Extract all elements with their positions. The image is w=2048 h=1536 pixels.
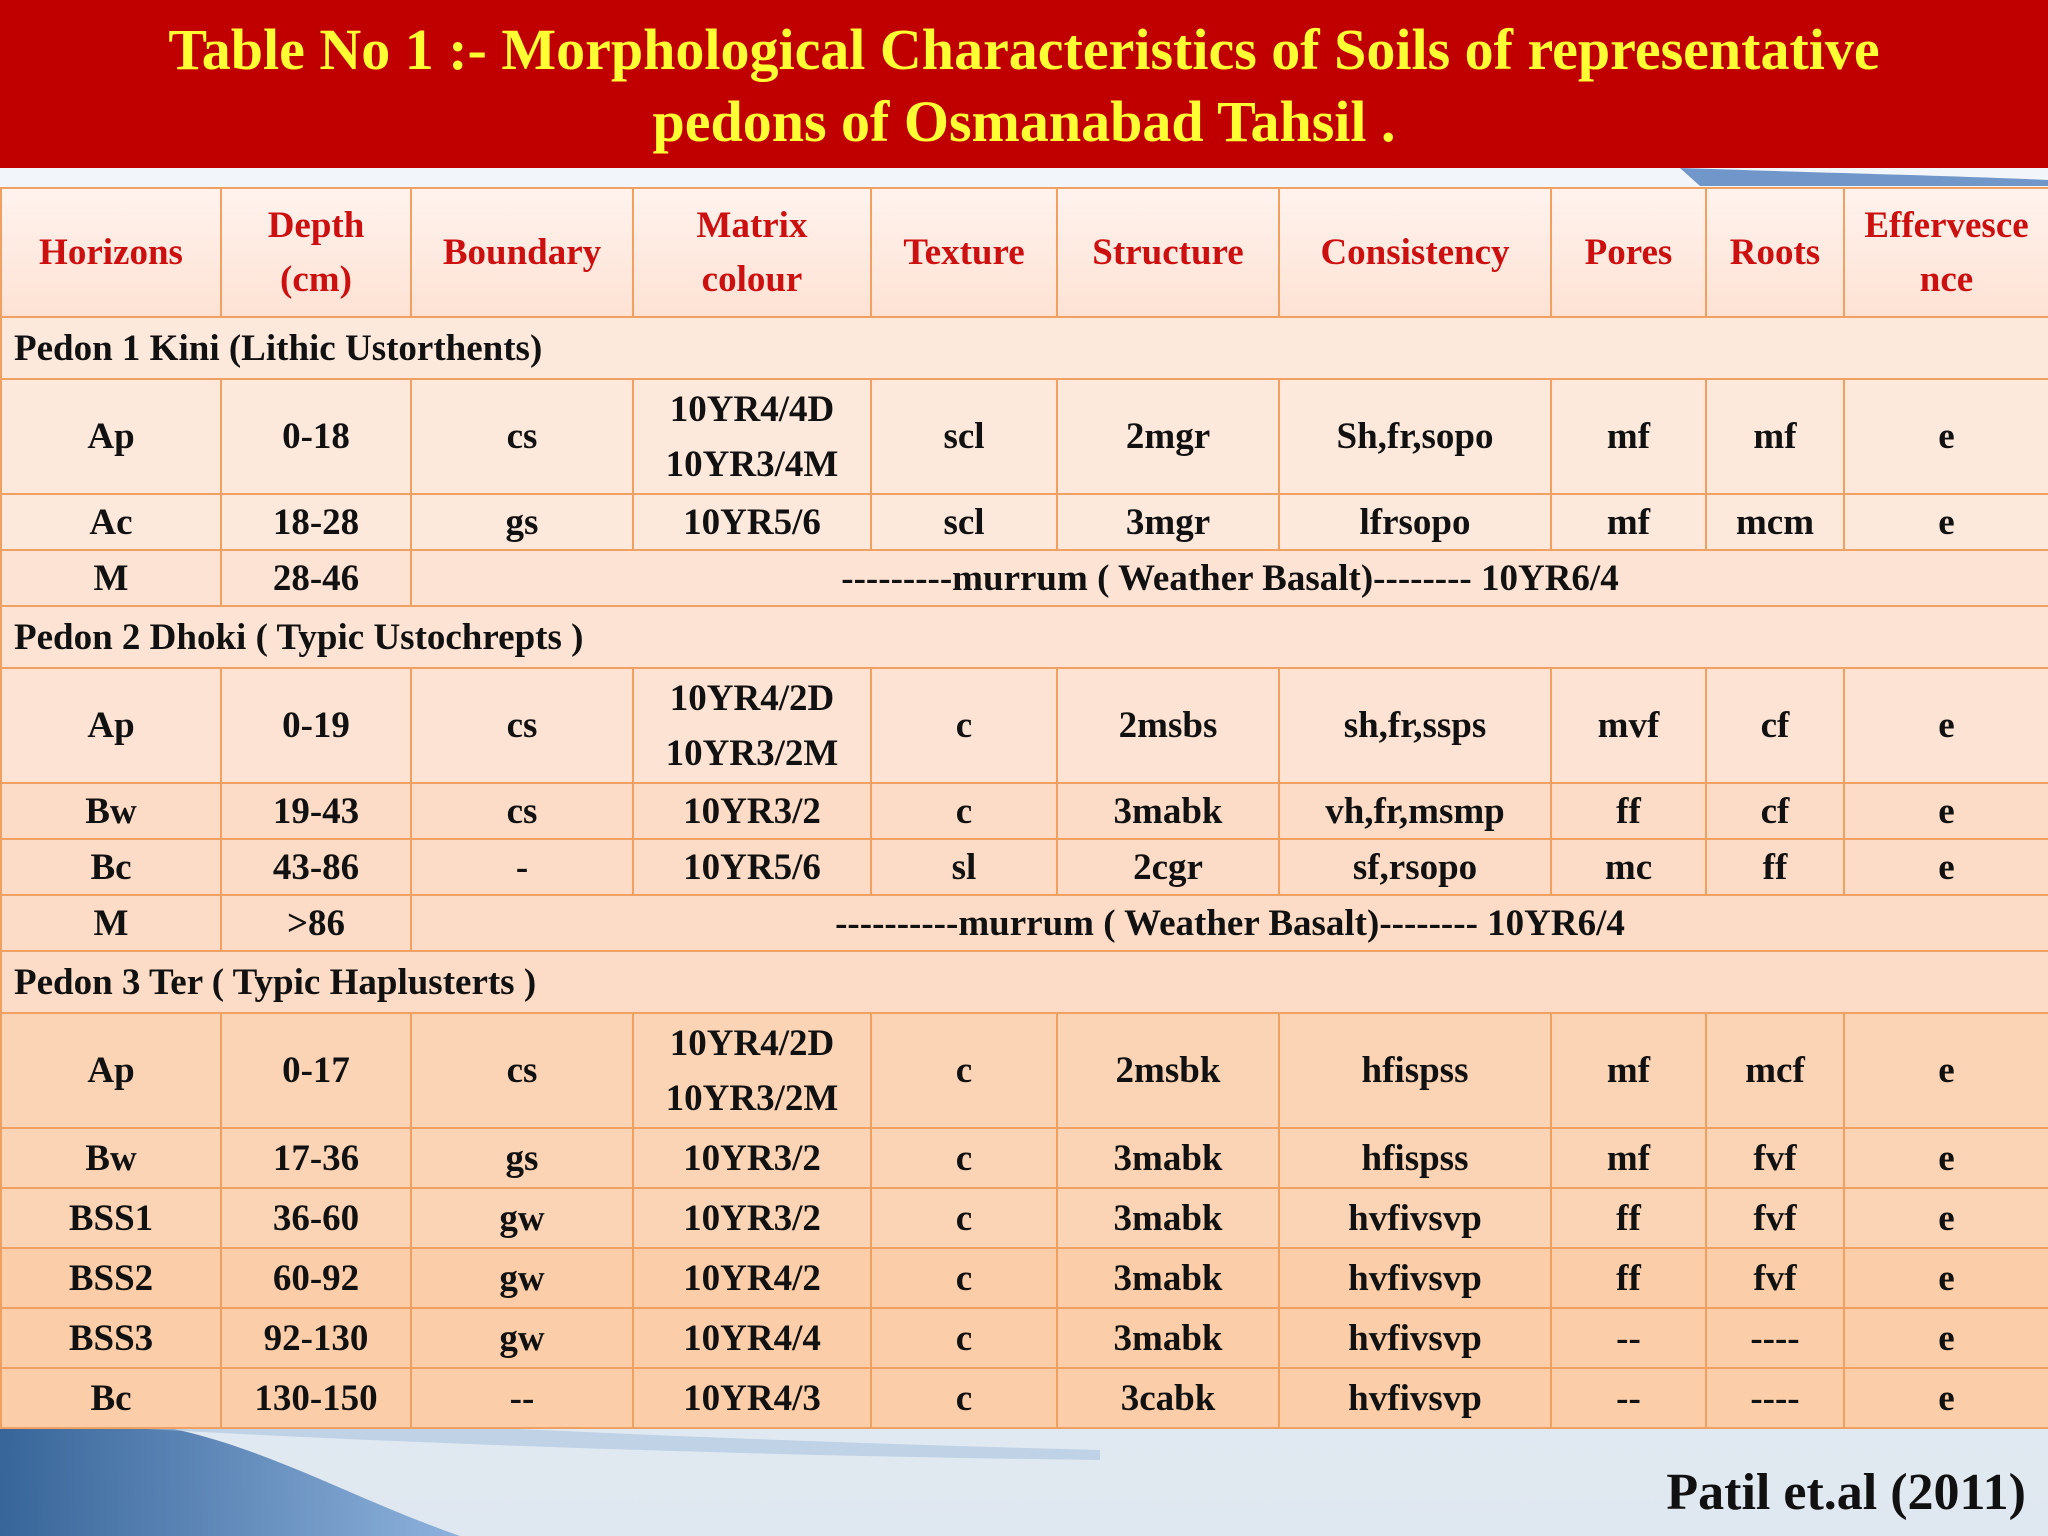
cell-depth: 92-130 bbox=[221, 1308, 411, 1368]
cell-boundary: cs bbox=[411, 783, 633, 839]
cell-boundary: gw bbox=[411, 1308, 633, 1368]
header-structure: Structure bbox=[1057, 188, 1279, 317]
cell-effervescence: e bbox=[1844, 1128, 2048, 1188]
cell-pores: mf bbox=[1551, 1128, 1706, 1188]
cell-consistency: sh,fr,ssps bbox=[1279, 668, 1551, 783]
cell-horizon: M bbox=[1, 895, 221, 951]
cell-boundary: - bbox=[411, 839, 633, 895]
cell-effervescence: e bbox=[1844, 1013, 2048, 1128]
cell-horizon: BSS3 bbox=[1, 1308, 221, 1368]
cell-pores: -- bbox=[1551, 1368, 1706, 1428]
cell-effervescence: e bbox=[1844, 1308, 2048, 1368]
table-row bbox=[1, 1368, 2048, 1428]
cell-boundary: cs bbox=[411, 668, 633, 783]
cell-structure: 3mgr bbox=[1057, 494, 1279, 550]
cell-roots: mf bbox=[1706, 379, 1844, 494]
cell-substratum: ----------murrum ( Weather Basalt)-------- 10YR6/4 bbox=[411, 895, 2048, 951]
cell-effervescence: e bbox=[1844, 379, 2048, 494]
cell-consistency: Sh,fr,sopo bbox=[1279, 379, 1551, 494]
cell-texture: c bbox=[871, 1368, 1057, 1428]
cell-boundary: gw bbox=[411, 1248, 633, 1308]
cell-horizon: Ap bbox=[1, 1013, 221, 1128]
pedon-1-label: Pedon 1 Kini (Lithic Ustorthents) bbox=[1, 317, 2048, 379]
cell-texture: c bbox=[871, 1308, 1057, 1368]
pedon-2-label: Pedon 2 Dhoki ( Typic Ustochrepts ) bbox=[1, 606, 2048, 668]
cell-matrix-colour: 10YR5/6 bbox=[633, 839, 871, 895]
cell-texture: sl bbox=[871, 839, 1057, 895]
table-row bbox=[1, 839, 2048, 895]
cell-boundary: -- bbox=[411, 1368, 633, 1428]
header-roots: Roots bbox=[1706, 188, 1844, 317]
header-boundary: Boundary bbox=[411, 188, 633, 317]
citation: Patil et.al (2011) bbox=[1666, 1464, 2026, 1521]
cell-texture: c bbox=[871, 783, 1057, 839]
cell-structure: 3mabk bbox=[1057, 1188, 1279, 1248]
cell-structure: 2cgr bbox=[1057, 839, 1279, 895]
cell-effervescence: e bbox=[1844, 1248, 2048, 1308]
cell-consistency: sf,rsopo bbox=[1279, 839, 1551, 895]
header-horizons: Horizons bbox=[1, 188, 221, 317]
cell-matrix-colour: 10YR4/2 bbox=[633, 1248, 871, 1308]
cell-consistency: hvfivsvp bbox=[1279, 1188, 1551, 1248]
cell-texture: c bbox=[871, 1188, 1057, 1248]
table-row bbox=[1, 668, 2048, 783]
cell-structure: 2mgr bbox=[1057, 379, 1279, 494]
cell-horizon: Ap bbox=[1, 668, 221, 783]
cell-pores: mf bbox=[1551, 1013, 1706, 1128]
cell-matrix-colour: 10YR3/2 bbox=[633, 1128, 871, 1188]
cell-structure: 2msbs bbox=[1057, 668, 1279, 783]
header-matrix-colour: Matrix colour bbox=[633, 188, 871, 317]
cell-effervescence: e bbox=[1844, 839, 2048, 895]
cell-horizon: BSS2 bbox=[1, 1248, 221, 1308]
cell-matrix-colour: 10YR3/2 bbox=[633, 783, 871, 839]
header-effervescence: Effervesce nce bbox=[1844, 188, 2048, 317]
cell-depth: 28-46 bbox=[221, 550, 411, 606]
cell-boundary: cs bbox=[411, 1013, 633, 1128]
cell-roots: ff bbox=[1706, 839, 1844, 895]
cell-roots: ---- bbox=[1706, 1308, 1844, 1368]
cell-effervescence: e bbox=[1844, 494, 2048, 550]
cell-texture: c bbox=[871, 1128, 1057, 1188]
cell-matrix-colour: 10YR4/2D 10YR3/2M bbox=[633, 668, 871, 783]
table-row bbox=[1, 1308, 2048, 1368]
header-consistency: Consistency bbox=[1279, 188, 1551, 317]
cell-matrix-colour: 10YR4/3 bbox=[633, 1368, 871, 1428]
cell-structure: 3cabk bbox=[1057, 1368, 1279, 1428]
cell-horizon: BSS1 bbox=[1, 1188, 221, 1248]
cell-consistency: vh,fr,msmp bbox=[1279, 783, 1551, 839]
cell-texture: scl bbox=[871, 379, 1057, 494]
cell-roots: mcm bbox=[1706, 494, 1844, 550]
cell-roots: mcf bbox=[1706, 1013, 1844, 1128]
cell-consistency: hvfivsvp bbox=[1279, 1248, 1551, 1308]
cell-depth: >86 bbox=[221, 895, 411, 951]
cell-consistency: hvfivsvp bbox=[1279, 1308, 1551, 1368]
cell-pores: mf bbox=[1551, 494, 1706, 550]
cell-roots: fvf bbox=[1706, 1248, 1844, 1308]
cell-depth: 0-17 bbox=[221, 1013, 411, 1128]
title-line-1: Table No 1 :- Morphological Characteristics of Soils of representative bbox=[168, 17, 1880, 82]
cell-roots: ---- bbox=[1706, 1368, 1844, 1428]
table-row bbox=[1, 1248, 2048, 1308]
cell-horizon: M bbox=[1, 550, 221, 606]
cell-pores: ff bbox=[1551, 1248, 1706, 1308]
cell-texture: c bbox=[871, 668, 1057, 783]
cell-effervescence: e bbox=[1844, 1368, 2048, 1428]
title-line-2: pedons of Osmanabad Tahsil . bbox=[652, 89, 1396, 154]
cell-consistency: lfrsopo bbox=[1279, 494, 1551, 550]
table-row bbox=[1, 550, 2048, 606]
cell-structure: 3mabk bbox=[1057, 1248, 1279, 1308]
cell-horizon: Bc bbox=[1, 839, 221, 895]
cell-structure: 3mabk bbox=[1057, 1308, 1279, 1368]
cell-depth: 36-60 bbox=[221, 1188, 411, 1248]
cell-depth: 130-150 bbox=[221, 1368, 411, 1428]
header-pores: Pores bbox=[1551, 188, 1706, 317]
cell-texture: c bbox=[871, 1013, 1057, 1128]
cell-boundary: gs bbox=[411, 1128, 633, 1188]
cell-depth: 18-28 bbox=[221, 494, 411, 550]
header-texture: Texture bbox=[871, 188, 1057, 317]
cell-horizon: Bw bbox=[1, 783, 221, 839]
cell-roots: cf bbox=[1706, 668, 1844, 783]
table-row bbox=[1, 1013, 2048, 1128]
pedon-label-row bbox=[1, 951, 2048, 1013]
cell-boundary: gs bbox=[411, 494, 633, 550]
cell-horizon: Bc bbox=[1, 1368, 221, 1428]
pedon-3-label: Pedon 3 Ter ( Typic Haplusterts ) bbox=[1, 951, 2048, 1013]
cell-pores: ff bbox=[1551, 1188, 1706, 1248]
cell-depth: 0-18 bbox=[221, 379, 411, 494]
pedon-label-row bbox=[1, 317, 2048, 379]
cell-effervescence: e bbox=[1844, 1188, 2048, 1248]
morphology-table bbox=[0, 187, 2048, 1429]
table-row bbox=[1, 379, 2048, 494]
cell-texture: c bbox=[871, 1248, 1057, 1308]
cell-matrix-colour: 10YR3/2 bbox=[633, 1188, 871, 1248]
table-row bbox=[1, 494, 2048, 550]
cell-structure: 3mabk bbox=[1057, 1128, 1279, 1188]
pedon-label-row bbox=[1, 606, 2048, 668]
cell-depth: 17-36 bbox=[221, 1128, 411, 1188]
table-row bbox=[1, 1188, 2048, 1248]
cell-effervescence: e bbox=[1844, 668, 2048, 783]
cell-pores: -- bbox=[1551, 1308, 1706, 1368]
cell-depth: 60-92 bbox=[221, 1248, 411, 1308]
cell-consistency: hvfivsvp bbox=[1279, 1368, 1551, 1428]
cell-boundary: cs bbox=[411, 379, 633, 494]
cell-horizon: Ap bbox=[1, 379, 221, 494]
cell-structure: 3mabk bbox=[1057, 783, 1279, 839]
header-depth: Depth (cm) bbox=[221, 188, 411, 317]
cell-pores: mc bbox=[1551, 839, 1706, 895]
cell-structure: 2msbk bbox=[1057, 1013, 1279, 1128]
cell-roots: fvf bbox=[1706, 1128, 1844, 1188]
cell-pores: ff bbox=[1551, 783, 1706, 839]
cell-pores: mvf bbox=[1551, 668, 1706, 783]
cell-matrix-colour: 10YR4/4 bbox=[633, 1308, 871, 1368]
cell-consistency: hfispss bbox=[1279, 1013, 1551, 1128]
cell-depth: 0-19 bbox=[221, 668, 411, 783]
cell-matrix-colour: 10YR4/4D 10YR3/4M bbox=[633, 379, 871, 494]
cell-texture: scl bbox=[871, 494, 1057, 550]
table-row bbox=[1, 783, 2048, 839]
slide-title bbox=[0, 0, 2048, 168]
cell-boundary: gw bbox=[411, 1188, 633, 1248]
cell-horizon: Bw bbox=[1, 1128, 221, 1188]
cell-effervescence: e bbox=[1844, 783, 2048, 839]
table-row bbox=[1, 895, 2048, 951]
cell-depth: 43-86 bbox=[221, 839, 411, 895]
cell-horizon: Ac bbox=[1, 494, 221, 550]
cell-roots: fvf bbox=[1706, 1188, 1844, 1248]
cell-roots: cf bbox=[1706, 783, 1844, 839]
cell-matrix-colour: 10YR5/6 bbox=[633, 494, 871, 550]
table-row bbox=[1, 1128, 2048, 1188]
cell-depth: 19-43 bbox=[221, 783, 411, 839]
cell-matrix-colour: 10YR4/2D 10YR3/2M bbox=[633, 1013, 871, 1128]
cell-consistency: hfispss bbox=[1279, 1128, 1551, 1188]
cell-pores: mf bbox=[1551, 379, 1706, 494]
table-header-row bbox=[1, 188, 2048, 317]
cell-substratum: ---------murrum ( Weather Basalt)-------- 10YR6/4 bbox=[411, 550, 2048, 606]
